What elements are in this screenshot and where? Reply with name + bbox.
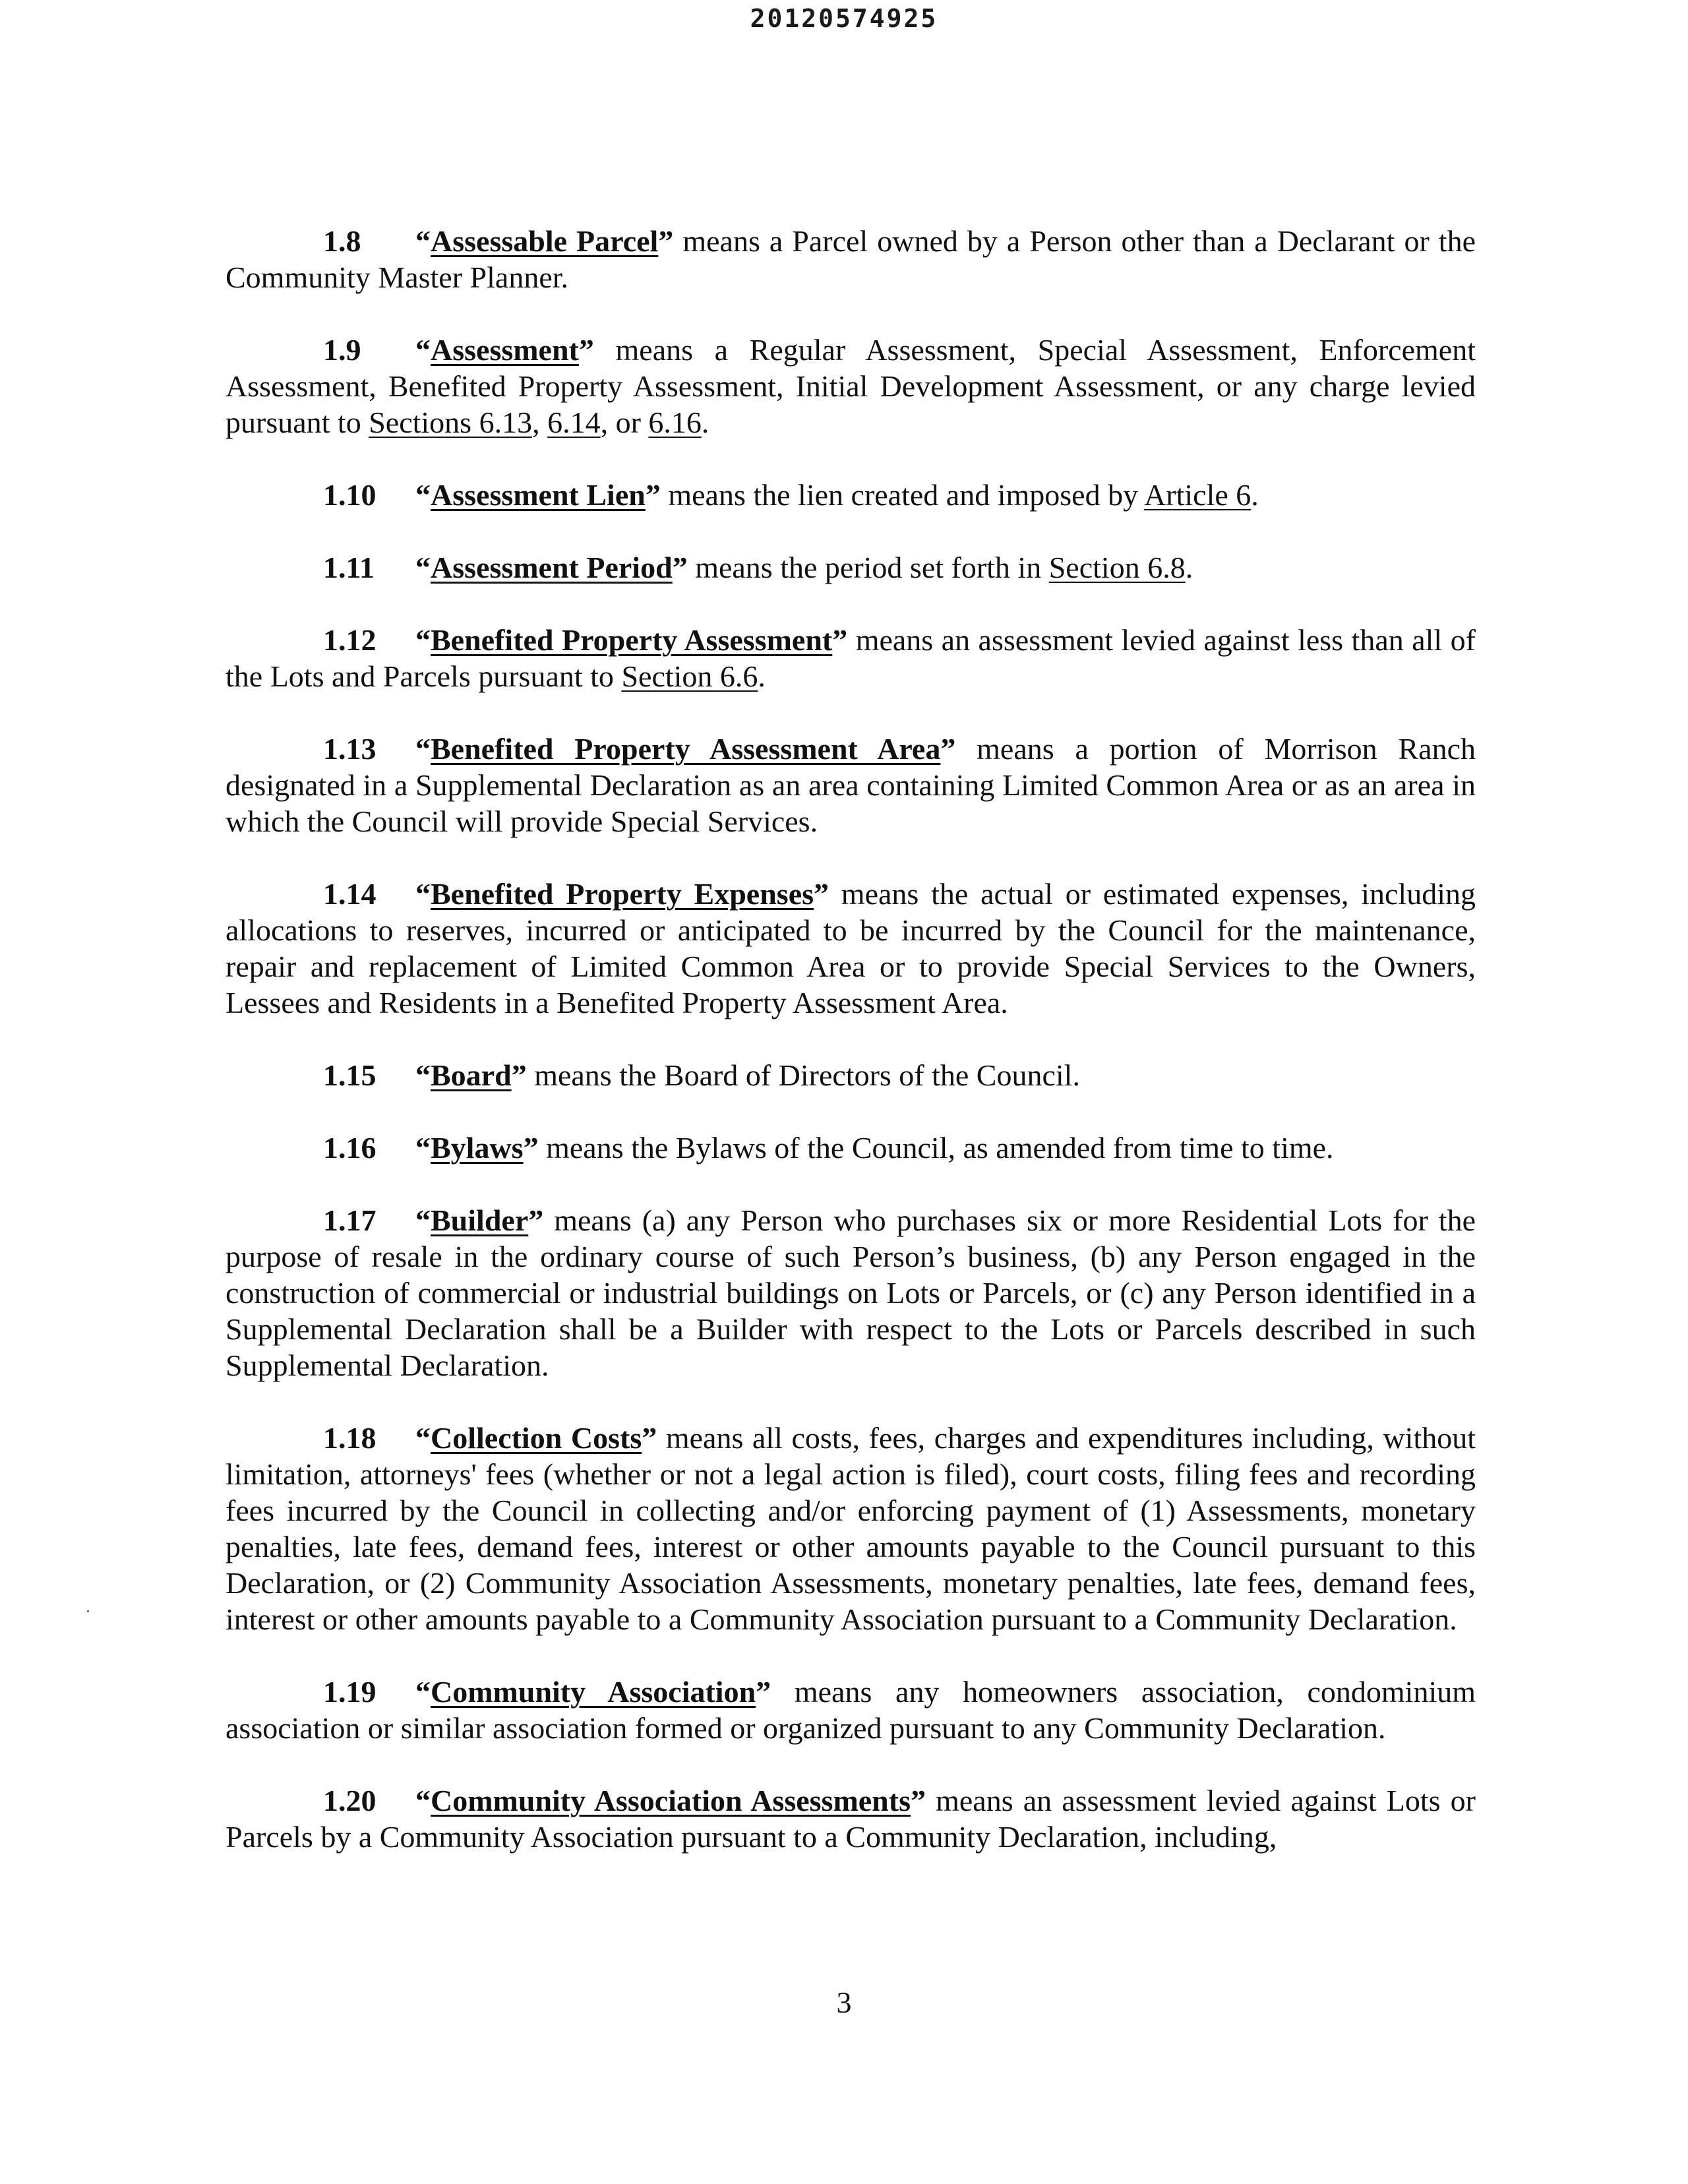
defined-term: Assessment Lien <box>431 478 646 512</box>
defined-term: Builder <box>431 1203 529 1237</box>
section-number: 1.12 <box>323 623 377 657</box>
section-reference-link: Section 6.6 <box>621 659 758 693</box>
definition-text: means the Board of Directors of the Council. <box>526 1058 1080 1092</box>
definition-1-12: 1.12 “Benefited Property Assessment” means an assessment levied against less than all of the Lots and Parcels pursuant to Section 6.6. <box>226 623 1476 693</box>
definition-text: means a portion of Morrison Ranch designated in a Supplemental Declaration as an area containing Limited Common Area or as an area in which the Council will provide Special Services. <box>226 732 1476 838</box>
defined-term: Assessment <box>431 333 579 367</box>
definition-1-15: 1.15 “Board” means the Board of Directors of the Council. <box>323 1058 1080 1092</box>
defined-term: Benefited Property Expenses <box>431 877 814 911</box>
definition-1-18: 1.18 “Collection Costs” means all costs, fees, charges and expenditures including, without limitation, attorneys' fees (whether or not a legal action is filed), court costs, filing fees and recording fees incurred by the Council in collecting and/or enforcing payment of (1) Assessments, monetary penalties, late fees, demand fees, interest or other amounts payable to the Council pursuant to this Declaration, or (2) Community Association Assessments, monetary penalties, late fees, demand fees, interest or other amounts payable to a Community Association pursuant to a Community Declaration. <box>226 1421 1476 1636</box>
document-body <box>226 223 1476 1891</box>
defined-term: Community Association <box>431 1675 756 1709</box>
definition-text: means an assessment levied against Lots or Parcels by a Community Association pursuant to a Community Declaration, including, <box>226 1784 1476 1854</box>
definition-1-8: 1.8 “Assessable Parcel” means a Parcel owned by a Person other than a Declarant or the Community Master Planner. <box>226 224 1476 294</box>
defined-term: Bylaws <box>431 1131 524 1165</box>
section-number: 1.20 <box>323 1784 377 1817</box>
definition-1-10: 1.10 “Assessment Lien” means the lien created and imposed by Article 6. <box>323 478 1259 512</box>
definition-1-17: 1.17 “Builder” means (a) any Person who purchases six or more Residential Lots for the purpose of resale in the ordinary course of such Person’s business, (b) any Person engaged in the construction of commercial or industrial buildings on Lots or Parcels, or (c) any Person identified in a Supplemental Declaration shall be a Builder with respect to the Lots or Parcels described in such Supplemental Declaration. <box>226 1203 1476 1382</box>
definition-1-14: 1.14 “Benefited Property Expenses” means the actual or estimated expenses, including allocations to reserves, incurred or anticipated to be incurred by the Council for the maintenance, repair and replacement of Limited Common Area or to provide Special Services to the Owners, Lessees and Residents in a Benefited Property Assessment Area. <box>226 877 1476 1019</box>
page-number: 3 <box>836 1986 852 2019</box>
definition-1-11: 1.11 “Assessment Period” means the period set forth in Section 6.8. <box>323 551 1193 584</box>
section-number: 1.19 <box>323 1675 377 1709</box>
definition-text: means the actual or estimated expenses, including allocations to reserves, incurred or anticipated to be incurred by the Council for the maintenance, repair and replacement of Limited Common Area or to provide Special Services to the Owners, Lessees and Residents in a Benefited Property Assessment Area. <box>226 877 1476 1019</box>
definition-1-9: 1.9 “Assessment” means a Regular Assessment, Special Assessment, Enforcement Assessment, Benefited Property Assessment, Initial Development Assessment, or any charge levied pursuant to Sections 6.13, 6.14, or 6.16. <box>226 333 1476 439</box>
defined-term: Assessable Parcel <box>431 224 659 258</box>
definition-text: means a Regular Assessment, Special Assessment, Enforcement Assessment, Benefited Property Assessment, Initial Development Assessment, or any charge levied pursuant to <box>226 333 1476 439</box>
definition-text: means the lien created and imposed by <box>660 478 1145 512</box>
defined-term: Board <box>431 1058 512 1092</box>
section-reference-link: Section 6.8 <box>1048 551 1186 584</box>
definition-text: means the Bylaws of the Council, as amended from time to time. <box>538 1131 1334 1165</box>
section-number: 1.11 <box>323 551 375 584</box>
definition-text: means a Parcel owned by a Person other than a Declarant or the Community Master Planner. <box>226 224 1476 294</box>
section-number: 1.10 <box>323 478 377 512</box>
section-number: 1.14 <box>323 877 377 911</box>
defined-term: Collection Costs <box>431 1421 642 1455</box>
section-reference-link: 6.14 <box>547 406 601 439</box>
definition-text: means (a) any Person who purchases six or more Residential Lots for the purpose of resale in the ordinary course of such Person’s business, (b) any Person engaged in the construction of commercial or industrial buildings on Lots or Parcels, or (c) any Person identified in a Supplemental Declaration shall be a Builder with respect to the Lots or Parcels described in such Supplemental Declaration. <box>226 1203 1476 1382</box>
section-number: 1.15 <box>323 1058 377 1092</box>
section-reference-link: 6.16 <box>648 406 702 439</box>
definition-1-16: 1.16 “Bylaws” means the Bylaws of the Council, as amended from time to time. <box>323 1131 1334 1165</box>
section-number: 1.17 <box>323 1203 377 1237</box>
section-number: 1.18 <box>323 1421 377 1455</box>
section-number: 1.16 <box>323 1131 377 1165</box>
definition-1-13: 1.13 “Benefited Property Assessment Area” means a portion of Morrison Ranch designated in a Supplemental Declaration as an area containing Limited Common Area or as an area in which the Council will provide Special Services. <box>226 732 1476 838</box>
scan-speck <box>87 1610 89 1612</box>
defined-term: Benefited Property Assessment Area <box>431 732 941 766</box>
definition-text: means an assessment levied against less than all of the Lots and Parcels pursuant to <box>226 623 1476 693</box>
defined-term: Assessment Period <box>431 551 673 584</box>
section-number: 1.13 <box>323 732 377 766</box>
definition-1-20: 1.20 “Community Association Assessments” means an assessment levied against Lots or Parcels by a Community Association pursuant to a Community Declaration, including, <box>226 1784 1476 1854</box>
defined-term: Benefited Property Assessment <box>431 623 833 657</box>
definition-1-19: 1.19 “Community Association” means any homeowners association, condominium association or similar association formed or organized pursuant to any Community Declaration. <box>226 1675 1476 1745</box>
article-reference-link: Article 6 <box>1144 478 1251 512</box>
defined-term: Community Association Assessments <box>431 1784 911 1817</box>
section-reference-link: Sections 6.13 <box>369 406 533 439</box>
section-number: 1.8 <box>323 224 361 258</box>
definition-text: means all costs, fees, charges and expenditures including, without limitation, attorneys' fees (whether or not a legal action is filed), court costs, filing fees and recording fees incurred by the Council in collecting and/or enforcing payment of (1) Assessments, monetary penalties, late fees, demand fees, interest or other amounts payable to the Council pursuant to this Declaration, or (2) Community Association Assessments, monetary penalties, late fees, demand fees, interest or other amounts payable to a Community Association pursuant to a Community Declaration. <box>226 1421 1476 1636</box>
definition-text: means any homeowners association, condominium association or similar association formed or organized pursuant to any Community Declaration. <box>226 1675 1476 1745</box>
section-number: 1.9 <box>323 333 361 367</box>
definition-text: means the period set forth in <box>687 551 1049 584</box>
document-number: 20120574925 <box>750 4 938 33</box>
